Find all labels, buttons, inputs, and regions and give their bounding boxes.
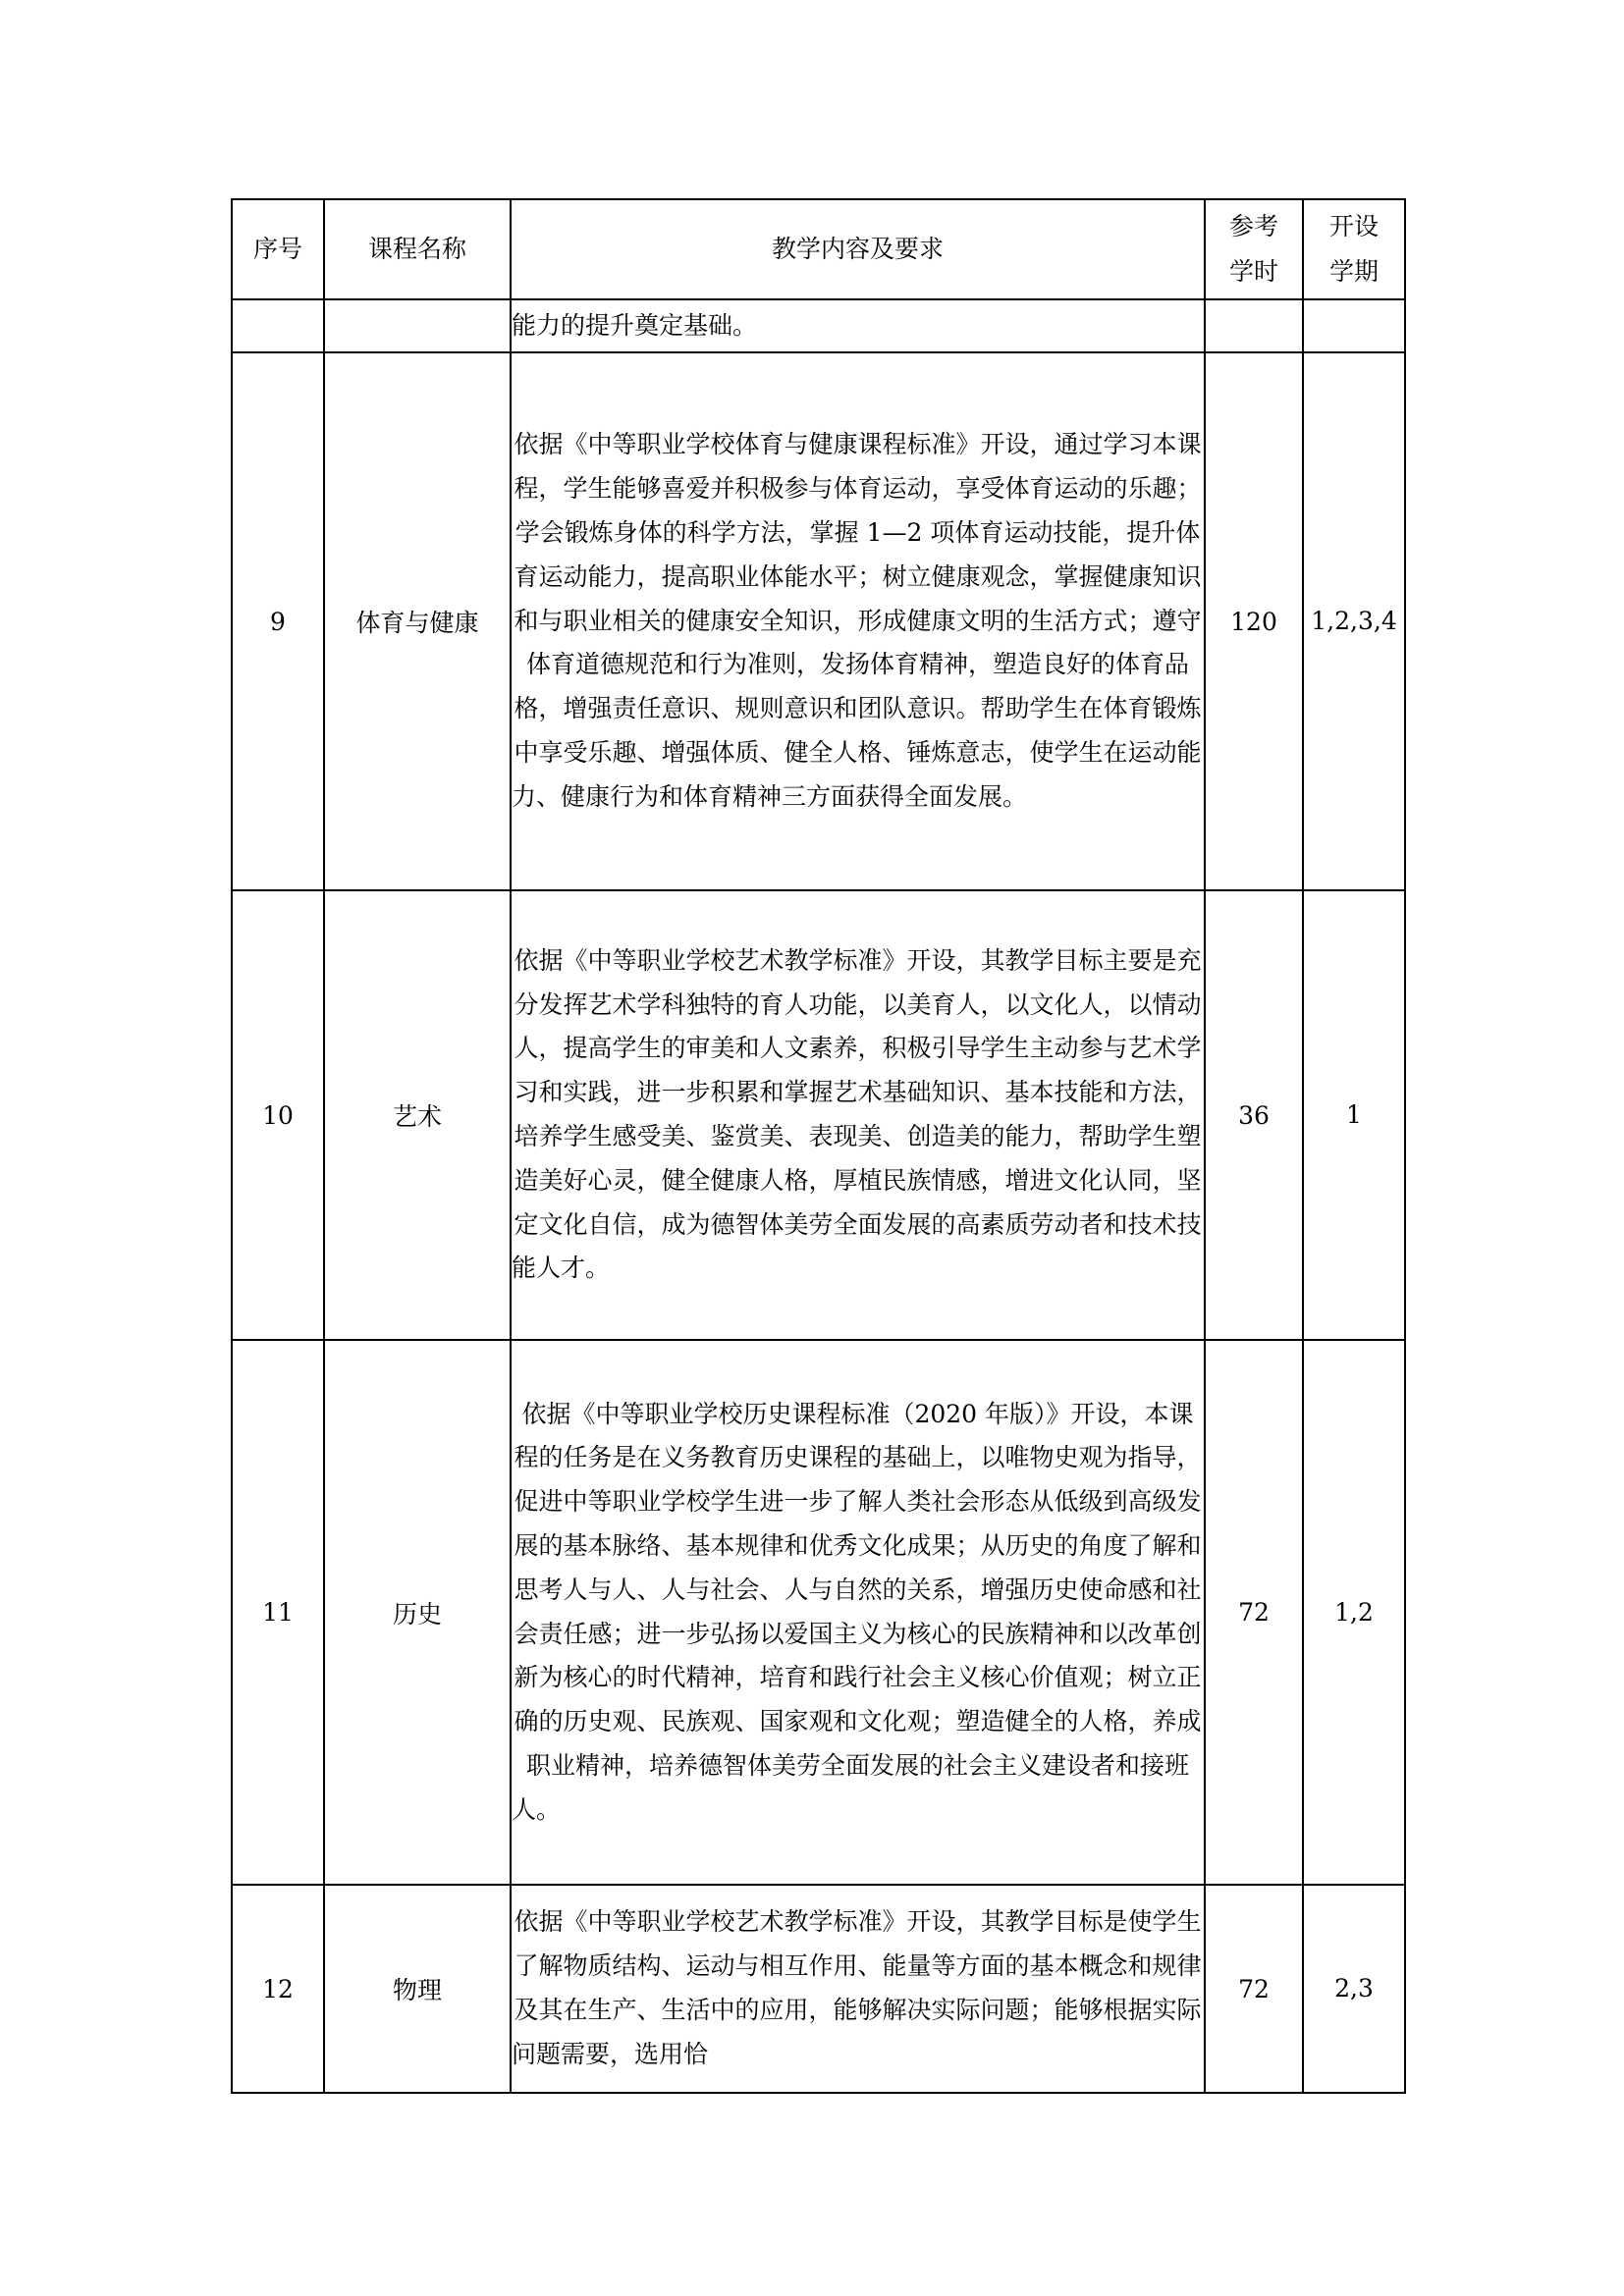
- table-row: [232, 1885, 1405, 2093]
- row-term: 1,2,3,4: [1303, 352, 1405, 890]
- header-hours-line1: 参考: [1228, 212, 1278, 240]
- row-hours: 72: [1205, 1885, 1303, 2093]
- row-content: 依据《中等职业学校艺术教学标准》开设，其教学目标主要是充分发挥艺术学科独特的育人功能，以美育人，以文化人，以情动人，提高学生的审美和人文素养，积极引导学生主动参与艺术学习和实践，进一步积累和掌握艺术基础知识、基本技能和方法，培养学生感受美、鉴赏美、表现美、创造美的能力，帮助学生塑造美好心灵，健全健康人格，厚植民族情感，增进文化认同，坚定文化自信，成为德智体美劳全面发展的高素质劳动者和技术技能人才。: [511, 890, 1205, 1340]
- header-course-name: 课程名称: [324, 199, 511, 299]
- row-term: 1,2: [1303, 1340, 1405, 1885]
- header-term: [1303, 199, 1405, 299]
- header-term-line2: 学期: [1328, 257, 1379, 286]
- table-row: [232, 352, 1405, 890]
- row-course-name: 艺术: [324, 890, 511, 1340]
- row-hours: 36: [1205, 890, 1303, 1340]
- row-term: [1303, 299, 1405, 352]
- row-content: 依据《中等职业学校历史课程标准（2020 年版）》开设，本课程的任务是在义务教育历史课程的基础上，以唯物史观为指导，促进中等职业学校学生进一步了解人类社会形态从低级到高级发展的基本脉络、基本规律和优秀文化成果；从历史的角度了解和思考人与人、人与社会、人与自然的关系，增强历史使命感和社会责任感；进一步弘扬以爱国主义为核心的民族精神和以改革创新为核心的时代精神，培育和践行社会主义核心价值观；树立正确的历史观、民族观、国家观和文化观；塑造健全的人格，养成职业精神，培养德智体美劳全面发展的社会主义建设者和接班人。: [511, 1340, 1205, 1885]
- row-hours: 120: [1205, 352, 1303, 890]
- row-index: 10: [232, 890, 324, 1340]
- row-term: 1: [1303, 890, 1405, 1340]
- header-hours: [1205, 199, 1303, 299]
- row-course-name: 历史: [324, 1340, 511, 1885]
- row-hours: [1205, 299, 1303, 352]
- table-row: [232, 299, 1405, 352]
- row-course-name: [324, 299, 511, 352]
- header-index: 序号: [232, 199, 324, 299]
- table-row: [232, 890, 1405, 1340]
- row-index: 12: [232, 1885, 324, 2093]
- row-hours: 72: [1205, 1340, 1303, 1885]
- row-index: 9: [232, 352, 324, 890]
- row-index: 11: [232, 1340, 324, 1885]
- header-content: 教学内容及要求: [511, 199, 1205, 299]
- row-term: 2,3: [1303, 1885, 1405, 2093]
- row-course-name: 体育与健康: [324, 352, 511, 890]
- header-row: [232, 199, 1405, 299]
- row-content: 依据《中等职业学校艺术教学标准》开设，其教学目标是使学生了解物质结构、运动与相互作用、能量等方面的基本概念和规律及其在生产、生活中的应用，能够解决实际问题；能够根据实际问题需要，选用恰: [511, 1885, 1205, 2093]
- row-content: 能力的提升奠定基础。: [511, 299, 1205, 352]
- row-index: [232, 299, 324, 352]
- row-content: 依据《中等职业学校体育与健康课程标准》开设，通过学习本课程，学生能够喜爱并积极参与体育运动，享受体育运动的乐趣；学会锻炼身体的科学方法，掌握 1—2 项体育运动技能，提升体育运动能力，提高职业体能水平；树立健康观念，掌握健康知识和与职业相关的健康安全知识，形成健康文明的生活方式；遵守体育道德规范和行为准则，发扬体育精神，塑造良好的体育品格，增强责任意识、规则意识和团队意识。帮助学生在体育锻炼中享受乐趣、增强体质、健全人格、锤炼意志，使学生在运动能力、健康行为和体育精神三方面获得全面发展。: [511, 352, 1205, 890]
- row-course-name: 物理: [324, 1885, 511, 2093]
- header-term-line1: 开设: [1328, 212, 1379, 240]
- table-row: [232, 1340, 1405, 1885]
- header-hours-line2: 学时: [1228, 257, 1278, 286]
- course-table: [231, 198, 1406, 2094]
